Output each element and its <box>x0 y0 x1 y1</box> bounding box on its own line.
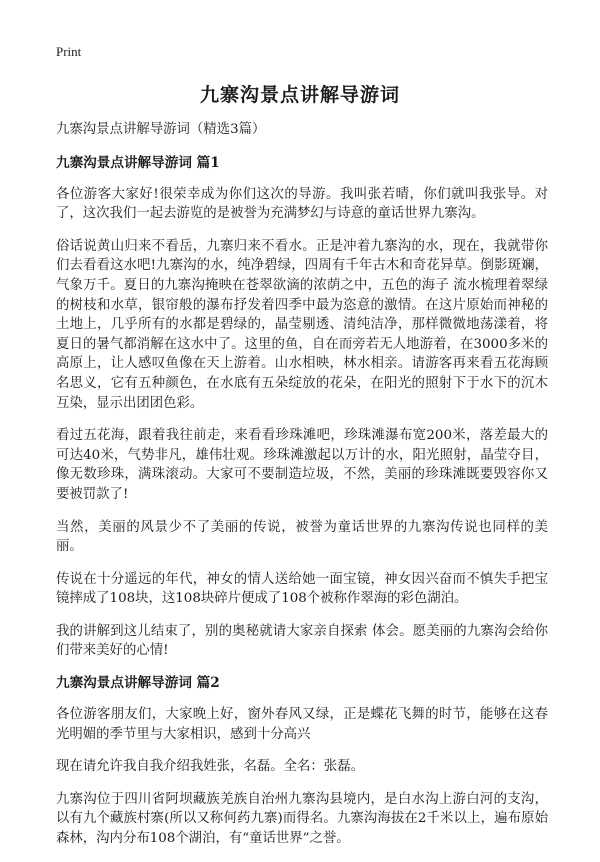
paragraph: 我的讲解到这儿结束了，别的奥秘就请大家亲自探索 体会。愿美丽的九寨沟会给你们带来美好的心情! <box>56 623 548 659</box>
paragraph: 传说在十分遥远的年代，神女的情人送给她一面宝镜，神女因兴奋而不慎失手把宝镜摔成了108块，这108块碎片便成了108个被称作翠海的彩色湖泊。 <box>56 571 548 607</box>
paragraph: 现在请允许我自我介绍我姓张，名磊。全名：张磊。 <box>56 759 364 775</box>
document-title: 九寨沟景点讲解导游词 <box>199 84 400 106</box>
section-2 <box>56 674 548 849</box>
document-subtitle: 九寨沟景点讲解导游词（精选3篇） <box>56 122 266 137</box>
paragraph: 当然，美丽的风景少不了美丽的传说，被誉为童话世界的九寨沟传说也同样的美丽。 <box>56 519 548 555</box>
paragraph: 各位游客大家好!很荣幸成为你们这次的导游。我叫张若晴，你们就叫我张导。对了，这次我们一起去游览的是被誉为充满梦幻与诗意的童话世界九寨沟。 <box>56 186 548 222</box>
section-1 <box>56 154 548 661</box>
section-heading: 九寨沟景点讲解导游词 篇2 <box>56 675 220 692</box>
paragraph: 看过五花海，跟着我往前走，来看看珍珠滩吧，珍珠滩瀑布宽200米，落差最大的可达40米，气势非凡，雄伟壮观。珍珠滩激起以万计的水，阳光照射，晶莹夺目，像无数珍珠，满珠滚动。大家可不要制造垃圾，不然，美丽的珍珠滩既要毁容你又要被罚款了! <box>56 428 548 502</box>
paragraph: 各位游客朋友们，大家晚上好，窗外春风又绿，正是蝶花飞舞的时节，能够在这春光明媚的季节里与大家相识，感到十分高兴 <box>56 707 548 742</box>
section-heading: 九寨沟景点讲解导游词 篇1 <box>56 154 220 171</box>
paragraph: 九寨沟位于四川省阿坝藏族羌族自治州九寨沟县境内，是白水沟上游白河的支沟，以有九个藏族村寨(所以又称何药九寨)而得名。九寨沟海拔在2千米以上，遍布原始森林，沟内分布108个湖泊，有“童话世界”之誉。 <box>56 791 548 847</box>
document-body <box>56 120 548 862</box>
paragraph: 俗话说黄山归来不看岳，九寨归来不看水。正是冲着九寨沟的水，现在，我就带你们去看看这水吧!九寨沟的水，纯净碧绿，四周有千年古木和奇花异草。倒影斑斓，气象万千。夏日的九寨沟掩映在苍翠欲滴的浓荫之中，五色的海子 流水梳理着翠绿的树枝和水草，银帘般的瀑布抒发着四季中最为恣意的激情。在这片原始而神秘的土地上，几乎所有的水都是碧绿的，晶莹剔透、清纯洁净，那样微微地荡漾着，将夏日的暑气都消解在这水中了。这里的鱼，自在而旁若无人地游着，在3000多米的高原上，让人感叹鱼像在天上游着。山水相映，林水相亲。请游客再来看五花海顾名思义，它有五种颜色，在水底有五朵绽放的花朵，在阳光的照射下于水下的沉木互染，显示出团团色彩。 <box>56 238 548 411</box>
print-link[interactable]: Print <box>56 44 82 59</box>
